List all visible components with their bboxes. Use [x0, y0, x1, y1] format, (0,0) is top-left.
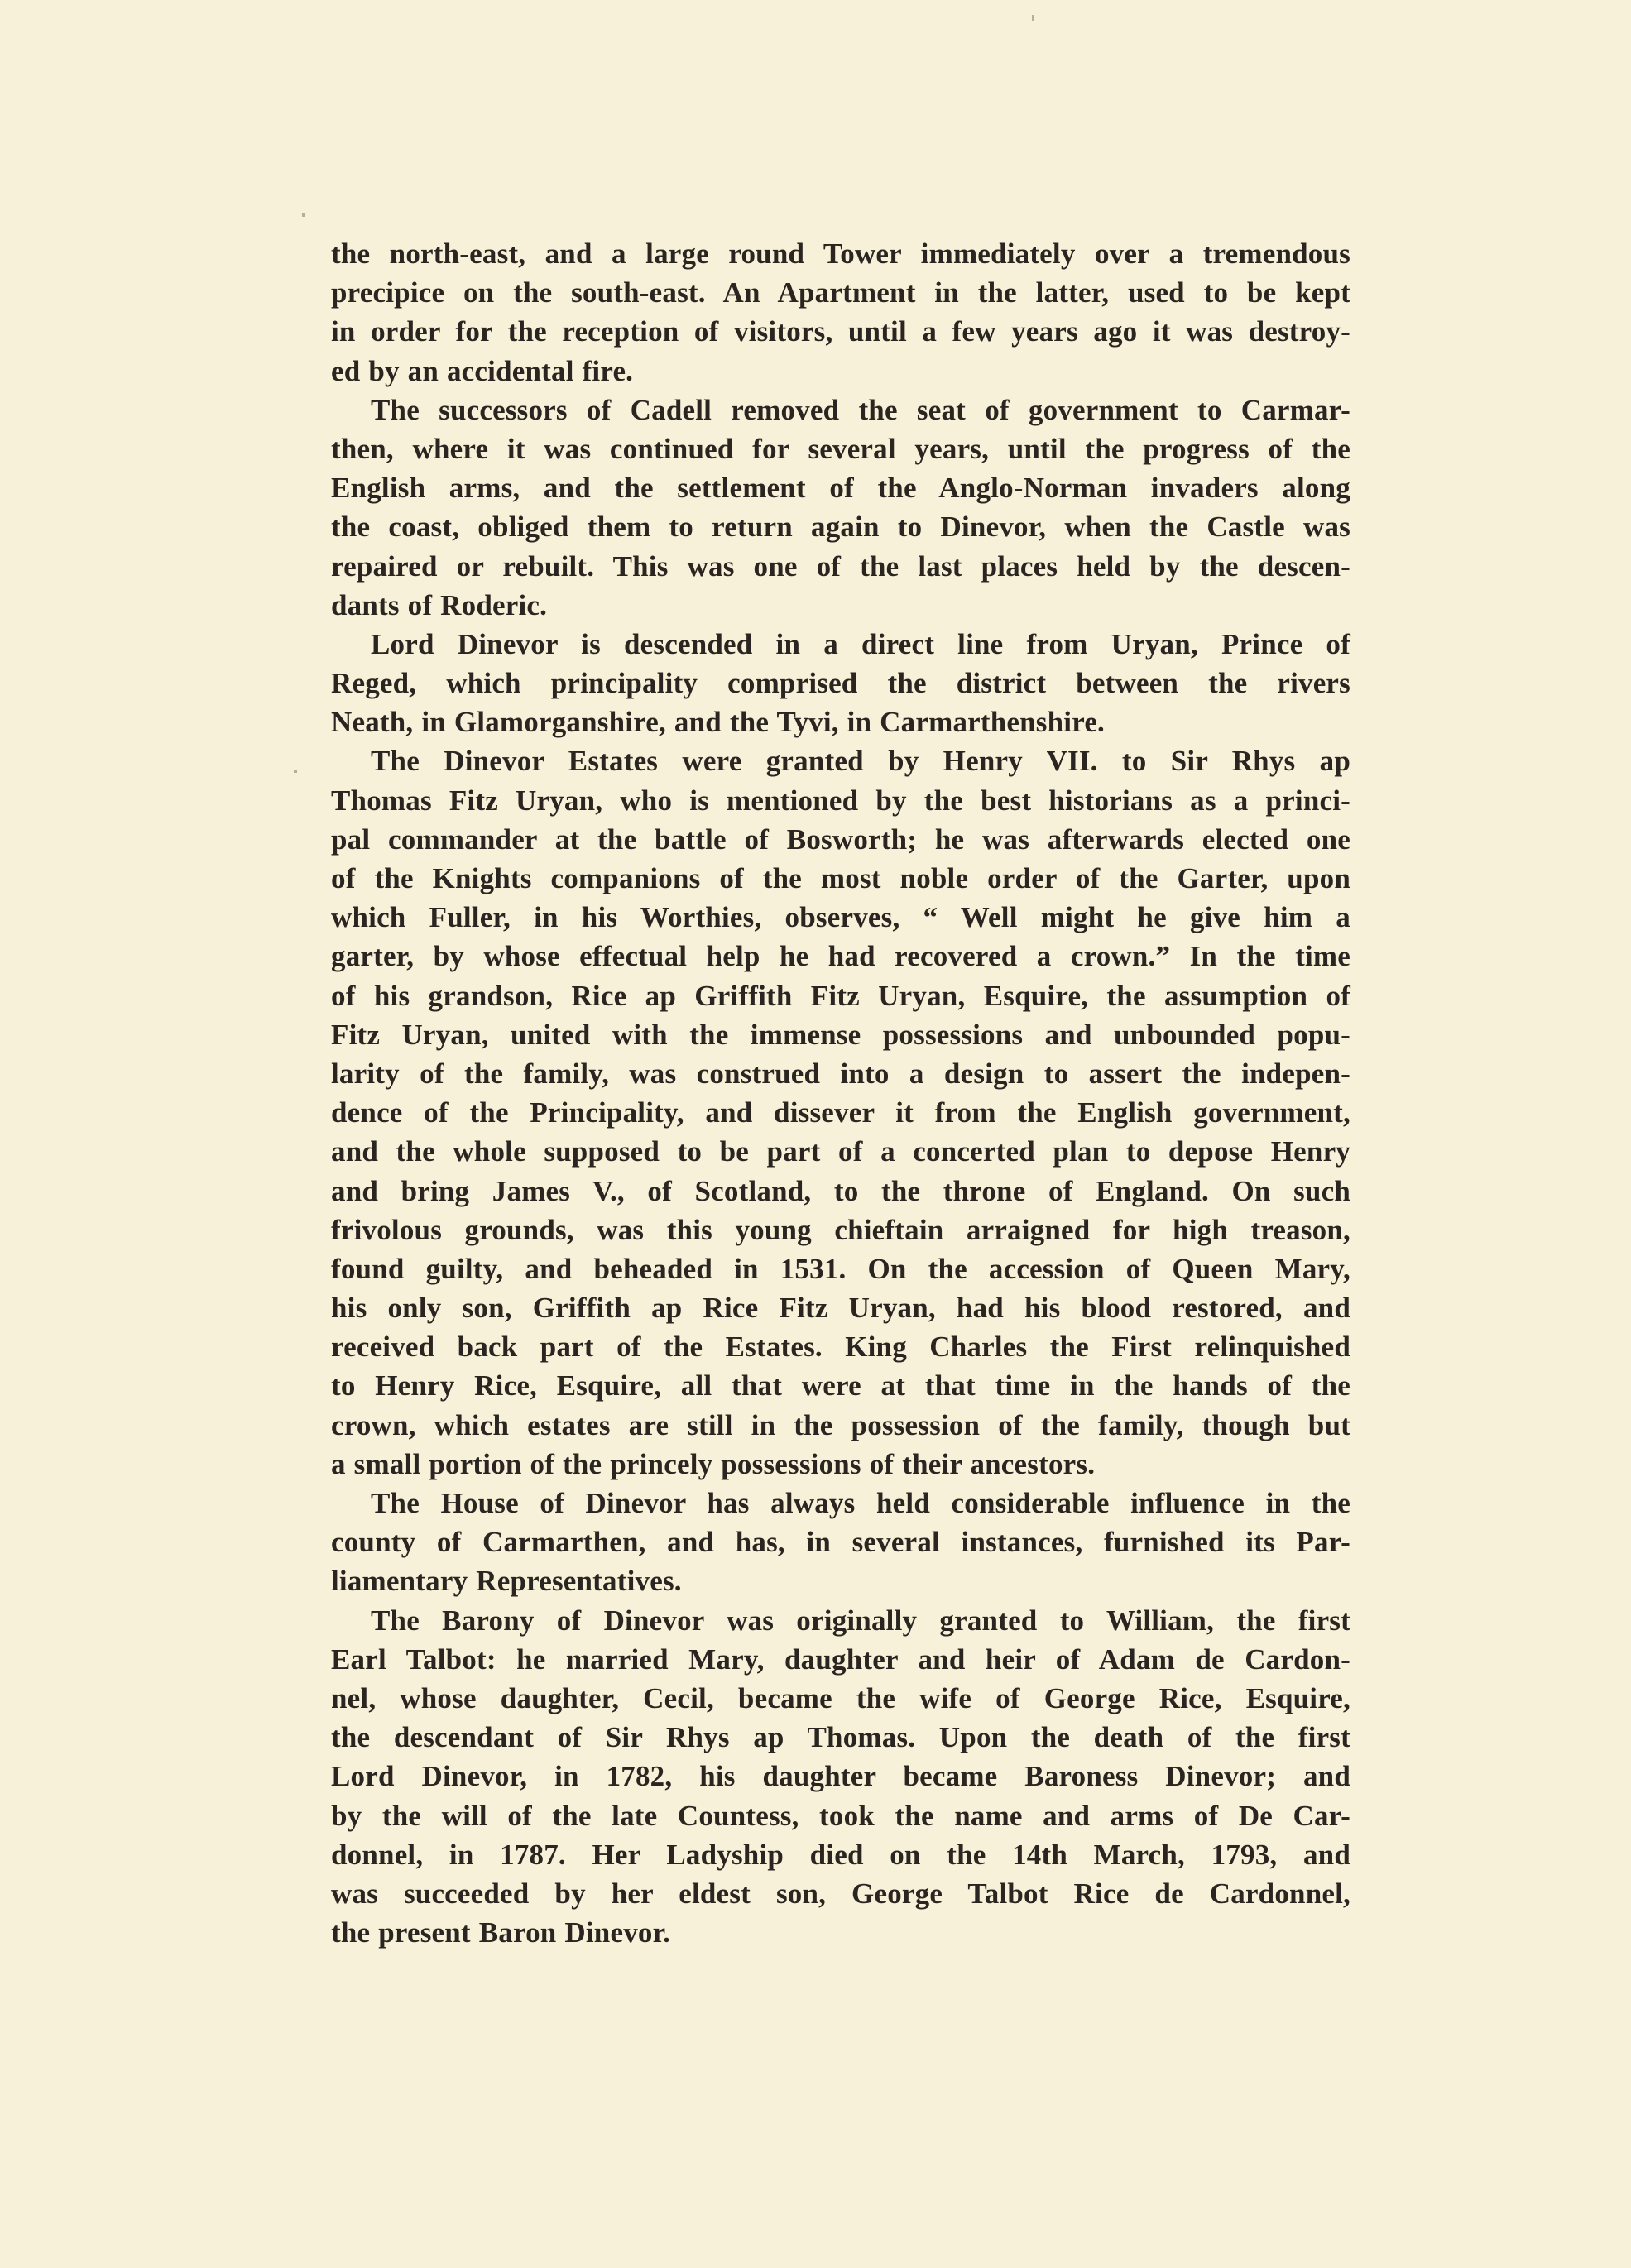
- margin-mark-middle: [294, 770, 297, 773]
- text-line: larity of the family, was construed into a design to assert the indepen-: [331, 1057, 1350, 1090]
- text-line: then, where it was continued for several years, until the progress of the: [331, 432, 1350, 465]
- text-line: nel, whose daughter, Cecil, became the wife of George Rice, Esquire,: [331, 1681, 1350, 1714]
- text-line: of his grandson, Rice ap Griffith Fitz Uryan, Esquire, the assumption of: [331, 979, 1350, 1012]
- text-line: to Henry Rice, Esquire, all that were at that time in the hands of the: [331, 1369, 1350, 1403]
- margin-mark-top: [1032, 15, 1034, 21]
- margin-mark-left: [302, 213, 305, 217]
- text-line: English arms, and the settlement of the Anglo-Norman invaders along: [331, 472, 1350, 505]
- text-line: dants of Roderic.: [331, 588, 548, 621]
- text-line: in order for the reception of visitors, until a few years ago it was destroy-: [331, 315, 1350, 348]
- text-line: Fitz Uryan, united with the immense possessions and unbounded popu-: [331, 1018, 1350, 1051]
- text-line: liamentary Representatives.: [331, 1565, 682, 1598]
- text-line: repaired or rebuilt. This was one of the last places held by the descen-: [331, 549, 1350, 583]
- text-line: The House of Dinevor has always held considerable influence in the: [371, 1487, 1350, 1519]
- body-text: [331, 234, 1350, 1952]
- text-line: the present Baron Dinevor.: [331, 1916, 671, 1949]
- text-line: The successors of Cadell removed the seat of government to Carmar-: [371, 393, 1350, 426]
- text-line: and bring James V., of Scotland, to the throne of England. On such: [331, 1174, 1350, 1207]
- text-line: precipice on the south-east. An Apartment in the latter, used to be kept: [331, 276, 1350, 309]
- text-line: crown, which estates are still in the possession of the family, though but: [331, 1408, 1350, 1441]
- text-line: county of Carmarthen, and has, in several instances, furnished its Par-: [331, 1526, 1350, 1559]
- text-line: Neath, in Glamorganshire, and the Tyvi, in Carmarthenshire.: [331, 706, 1106, 739]
- text-line: the north-east, and a large round Tower immediately over a tremendous: [331, 237, 1350, 270]
- text-line: his only son, Griffith ap Rice Fitz Uryan, had his blood restored, and: [331, 1292, 1350, 1325]
- text-line: pal commander at the battle of Bosworth; he was afterwards elected one: [331, 822, 1350, 856]
- text-line: The Barony of Dinevor was originally granted to William, the first: [371, 1604, 1350, 1637]
- text-line: dence of the Principality, and dissever it from the English government,: [331, 1096, 1350, 1129]
- text-line: Earl Talbot: he married Mary, daughter and heir of Adam de Cardon-: [331, 1642, 1350, 1676]
- text-line: Reged, which principality comprised the district between the rivers: [331, 667, 1350, 700]
- text-line: The Dinevor Estates were granted by Henry VII. to Sir Rhys ap: [371, 745, 1350, 778]
- text-line: garter, by whose effectual help he had recovered a crown.” In the time: [331, 940, 1350, 973]
- text-line: ed by an accidental fire.: [331, 354, 634, 387]
- text-line: which Fuller, in his Worthies, observes, “ Well might he give him a: [331, 901, 1350, 934]
- text-line: donnel, in 1787. Her Ladyship died on the 14th March, 1793, and: [331, 1838, 1350, 1871]
- text-line: was succeeded by her eldest son, George Talbot Rice de Cardonnel,: [331, 1877, 1350, 1910]
- text-line: by the will of the late Countess, took the name and arms of De Car-: [331, 1799, 1350, 1832]
- text-line: the descendant of Sir Rhys ap Thomas. Upon the death of the first: [331, 1721, 1350, 1754]
- text-line: found guilty, and beheaded in 1531. On the accession of Queen Mary,: [331, 1252, 1350, 1285]
- text-line: frivolous grounds, was this young chieftain arraigned for high treason,: [331, 1213, 1350, 1246]
- text-line: and the whole supposed to be part of a concerted plan to depose Henry: [331, 1135, 1350, 1168]
- text-line: Lord Dinevor is descended in a direct line from Uryan, Prince of: [371, 627, 1350, 660]
- text-line: Lord Dinevor, in 1782, his daughter became Baroness Dinevor; and: [331, 1760, 1350, 1793]
- text-line: the coast, obliged them to return again to Dinevor, when the Castle was: [331, 511, 1350, 544]
- text-line: of the Knights companions of the most noble order of the Garter, upon: [331, 862, 1350, 894]
- text-line: received back part of the Estates. King Charles the First relinquished: [331, 1331, 1350, 1364]
- text-line: a small portion of the princely possessions of their ancestors.: [331, 1447, 1096, 1480]
- text-line: Thomas Fitz Uryan, who is mentioned by the best historians as a princi-: [331, 784, 1350, 817]
